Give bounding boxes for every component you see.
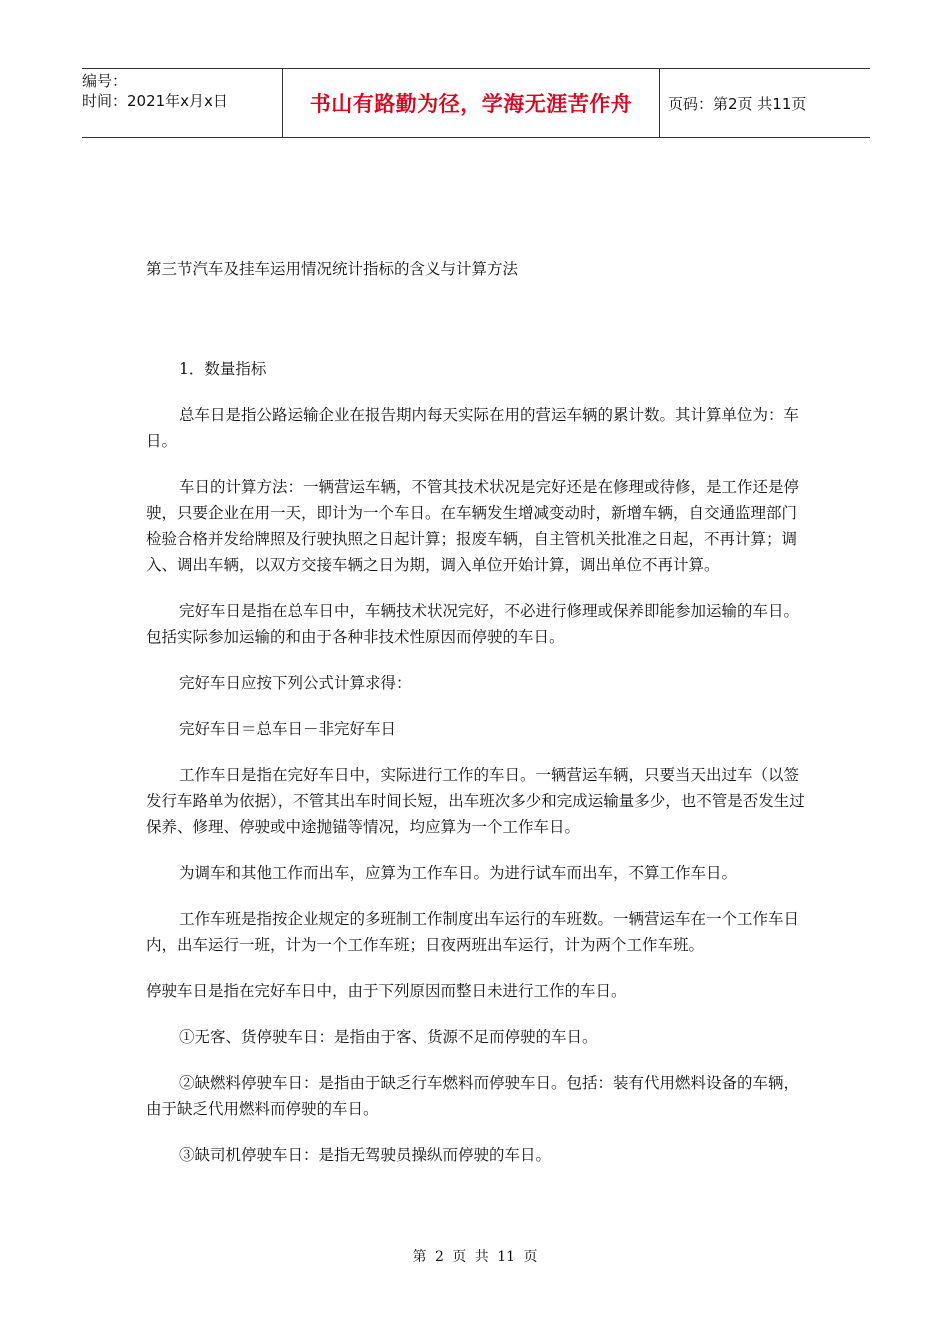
formula: 完好车日＝总车日－非完好车日 bbox=[179, 720, 397, 738]
list-item: ②缺燃料停驶车日：是指由于缺乏行车燃料而停驶车日。包括：装有代用燃料设备的车辆，由于缺乏代用燃料而停驶的车日。 bbox=[146, 1074, 800, 1118]
document-title: 第三节汽车及挂车运用情况统计指标的含义与计算方法 bbox=[146, 260, 519, 278]
paragraph: 总车日是指公路运输企业在报告期内每天实际在用的营运车辆的累计数。其计算单位为：车日。 bbox=[146, 406, 800, 450]
header-page-info: 页码：第2页 共11页 bbox=[668, 94, 807, 113]
paragraph: 车日的计算方法：一辆营运车辆，不管其技术状况是完好还是在修理或待修，是工作还是停驶，只要企业在用一天，即计为一个车日。在车辆发生增减变动时，新增车辆，自交通监理部门检验合格并发给牌照及行驶执照之日起计算；报废车辆，自主管机关批准之日起，不再计算；调入、调出车辆，以双方交接车辆之日为期，调入单位开始计算，调出单位不再计算。 bbox=[146, 478, 800, 574]
paragraph: 停驶车日是指在完好车日中，由于下列原因而整日未进行工作的车日。 bbox=[146, 982, 627, 1000]
list-item: ③缺司机停驶车日：是指无驾驶员操纵而停驶的车日。 bbox=[179, 1146, 552, 1164]
section-heading: 1．数量指标 bbox=[179, 360, 267, 378]
paragraph: 为调车和其他工作而出车，应算为工作车日。为进行试车而出车，不算工作车日。 bbox=[179, 864, 738, 882]
document-header bbox=[82, 68, 870, 138]
list-item: ①无客、货停驶车日：是指由于客、货源不足而停驶的车日。 bbox=[179, 1028, 598, 1046]
date-line: 时间：2021年x月x日 bbox=[82, 92, 228, 110]
page-footer: 第 2 页 共 11 页 bbox=[412, 1249, 538, 1265]
header-motto: 书山有路勤为径，学海无涯苦作舟 bbox=[283, 69, 660, 137]
header-meta bbox=[82, 69, 283, 137]
paragraph: 完好车日是指在总车日中，车辆技术状况完好，不必进行修理或保养即能参加运输的车日。包括实际参加运输的和由于各种非技术性原因而停驶的车日。 bbox=[146, 602, 800, 646]
paragraph: 工作车日是指在完好车日中，实际进行工作的车日。一辆营运车辆，只要当天出过车（以签发行车路单为依据），不管其出车时间长短，出车班次多少和完成运输量多少，也不管是否发生过保养、修理、停驶或中途抛锚等情况，均应算为一个工作车日。 bbox=[146, 766, 805, 836]
paragraph: 工作车班是指按企业规定的多班制工作制度出车运行的车班数。一辆营运车在一个工作车日内，出车运行一班，计为一个工作车班；日夜两班出车运行，计为两个工作车班。 bbox=[146, 910, 800, 954]
number-label: 编号： bbox=[82, 72, 128, 90]
paragraph: 完好车日应按下列公式计算求得： bbox=[179, 674, 412, 692]
document-body bbox=[146, 256, 806, 1168]
